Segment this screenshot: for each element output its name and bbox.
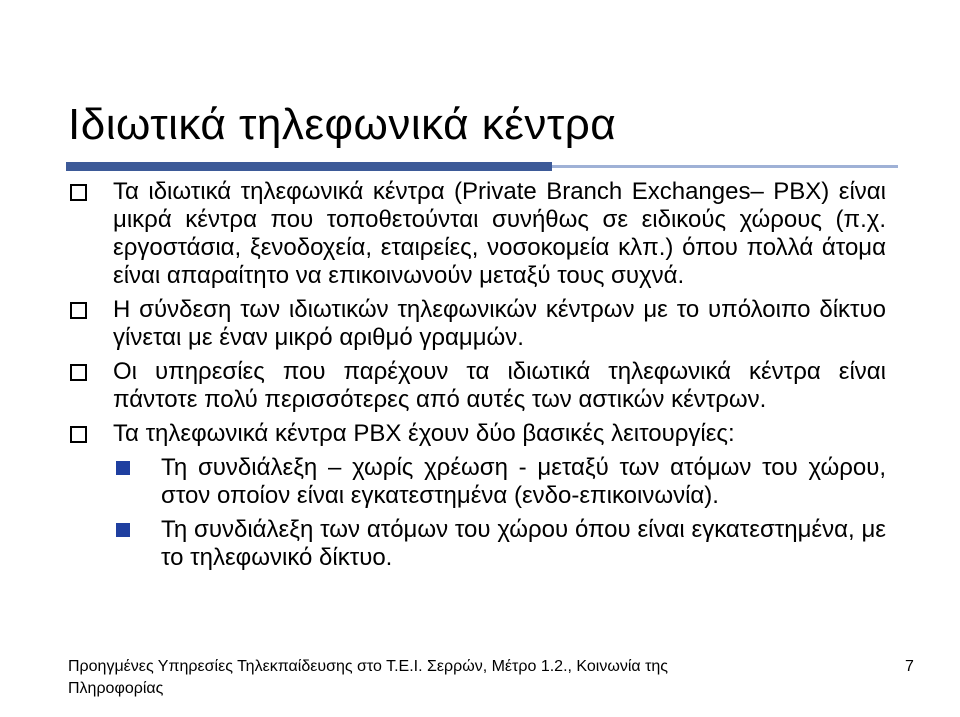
sub-bullet-item xyxy=(116,454,886,510)
sub-bullet-text: Τη συνδιάλεξη – χωρίς χρέωση - μεταξύ των ατόμων του χώρου, στον οποίον είναι εγκατεστημένα (ενδο-επικοινωνία). xyxy=(161,454,886,509)
sub-bullet-item xyxy=(116,516,886,572)
filled-square-bullet-icon xyxy=(116,461,130,475)
hollow-square-bullet-icon xyxy=(70,302,87,319)
footer-text: Προηγμένες Υπηρεσίες Τηλεκπαίδευσης στο Τ.Ε.Ι. Σερρών, Μέτρο 1.2., Κοινωνία της Πληροφορίας xyxy=(68,658,668,697)
hollow-square-bullet-icon xyxy=(70,364,87,381)
slide-title: Ιδιωτικά τηλεφωνικά κέντρα xyxy=(68,100,617,149)
title-underline-thick xyxy=(66,162,552,171)
slide-body xyxy=(68,178,886,578)
sub-bullet-text: Τη συνδιάλεξη των ατόμων του χώρου όπου είναι εγκατεστημένα, με το τηλεφωνικό δίκτυο. xyxy=(161,516,886,571)
page-number: 7 xyxy=(905,658,914,675)
hollow-square-bullet-icon xyxy=(70,184,87,201)
title-underline xyxy=(66,162,898,172)
bullet-text: Τα τηλεφωνικά κέντρα PBX έχουν δύο βασικές λειτουργίες: xyxy=(113,420,735,447)
bullet-text: Οι υπηρεσίες που παρέχουν τα ιδιωτικά τηλεφωνικά κέντρα είναι πάντοτε πολύ περισσότερες από αυτές των αστικών κέντρων. xyxy=(113,358,886,413)
bullet-text: Τα ιδιωτικά τηλεφωνικά κέντρα (Private Branch Exchanges– PBX) είναι μικρά κέντρα που τοποθετούνται συνήθως σε ειδικούς χώρους (π.χ. εργοστάσια, ξενοδοχεία, εταιρείες, νοσοκομεία κλπ.) όπου πολλά άτομα είναι απαραίτητο να επικοινωνούν μεταξύ τους συχνά. xyxy=(113,178,886,289)
hollow-square-bullet-icon xyxy=(70,426,87,443)
bullet-text: Η σύνδεση των ιδιωτικών τηλεφωνικών κέντρων με το υπόλοιπο δίκτυο γίνεται με έναν μικρό αριθμό γραμμών. xyxy=(113,296,886,351)
bullet-item xyxy=(68,420,886,448)
bullet-item xyxy=(68,358,886,414)
bullet-item xyxy=(68,296,886,352)
title-underline-thin xyxy=(552,165,898,168)
bullet-item xyxy=(68,178,886,290)
filled-square-bullet-icon xyxy=(116,523,130,537)
